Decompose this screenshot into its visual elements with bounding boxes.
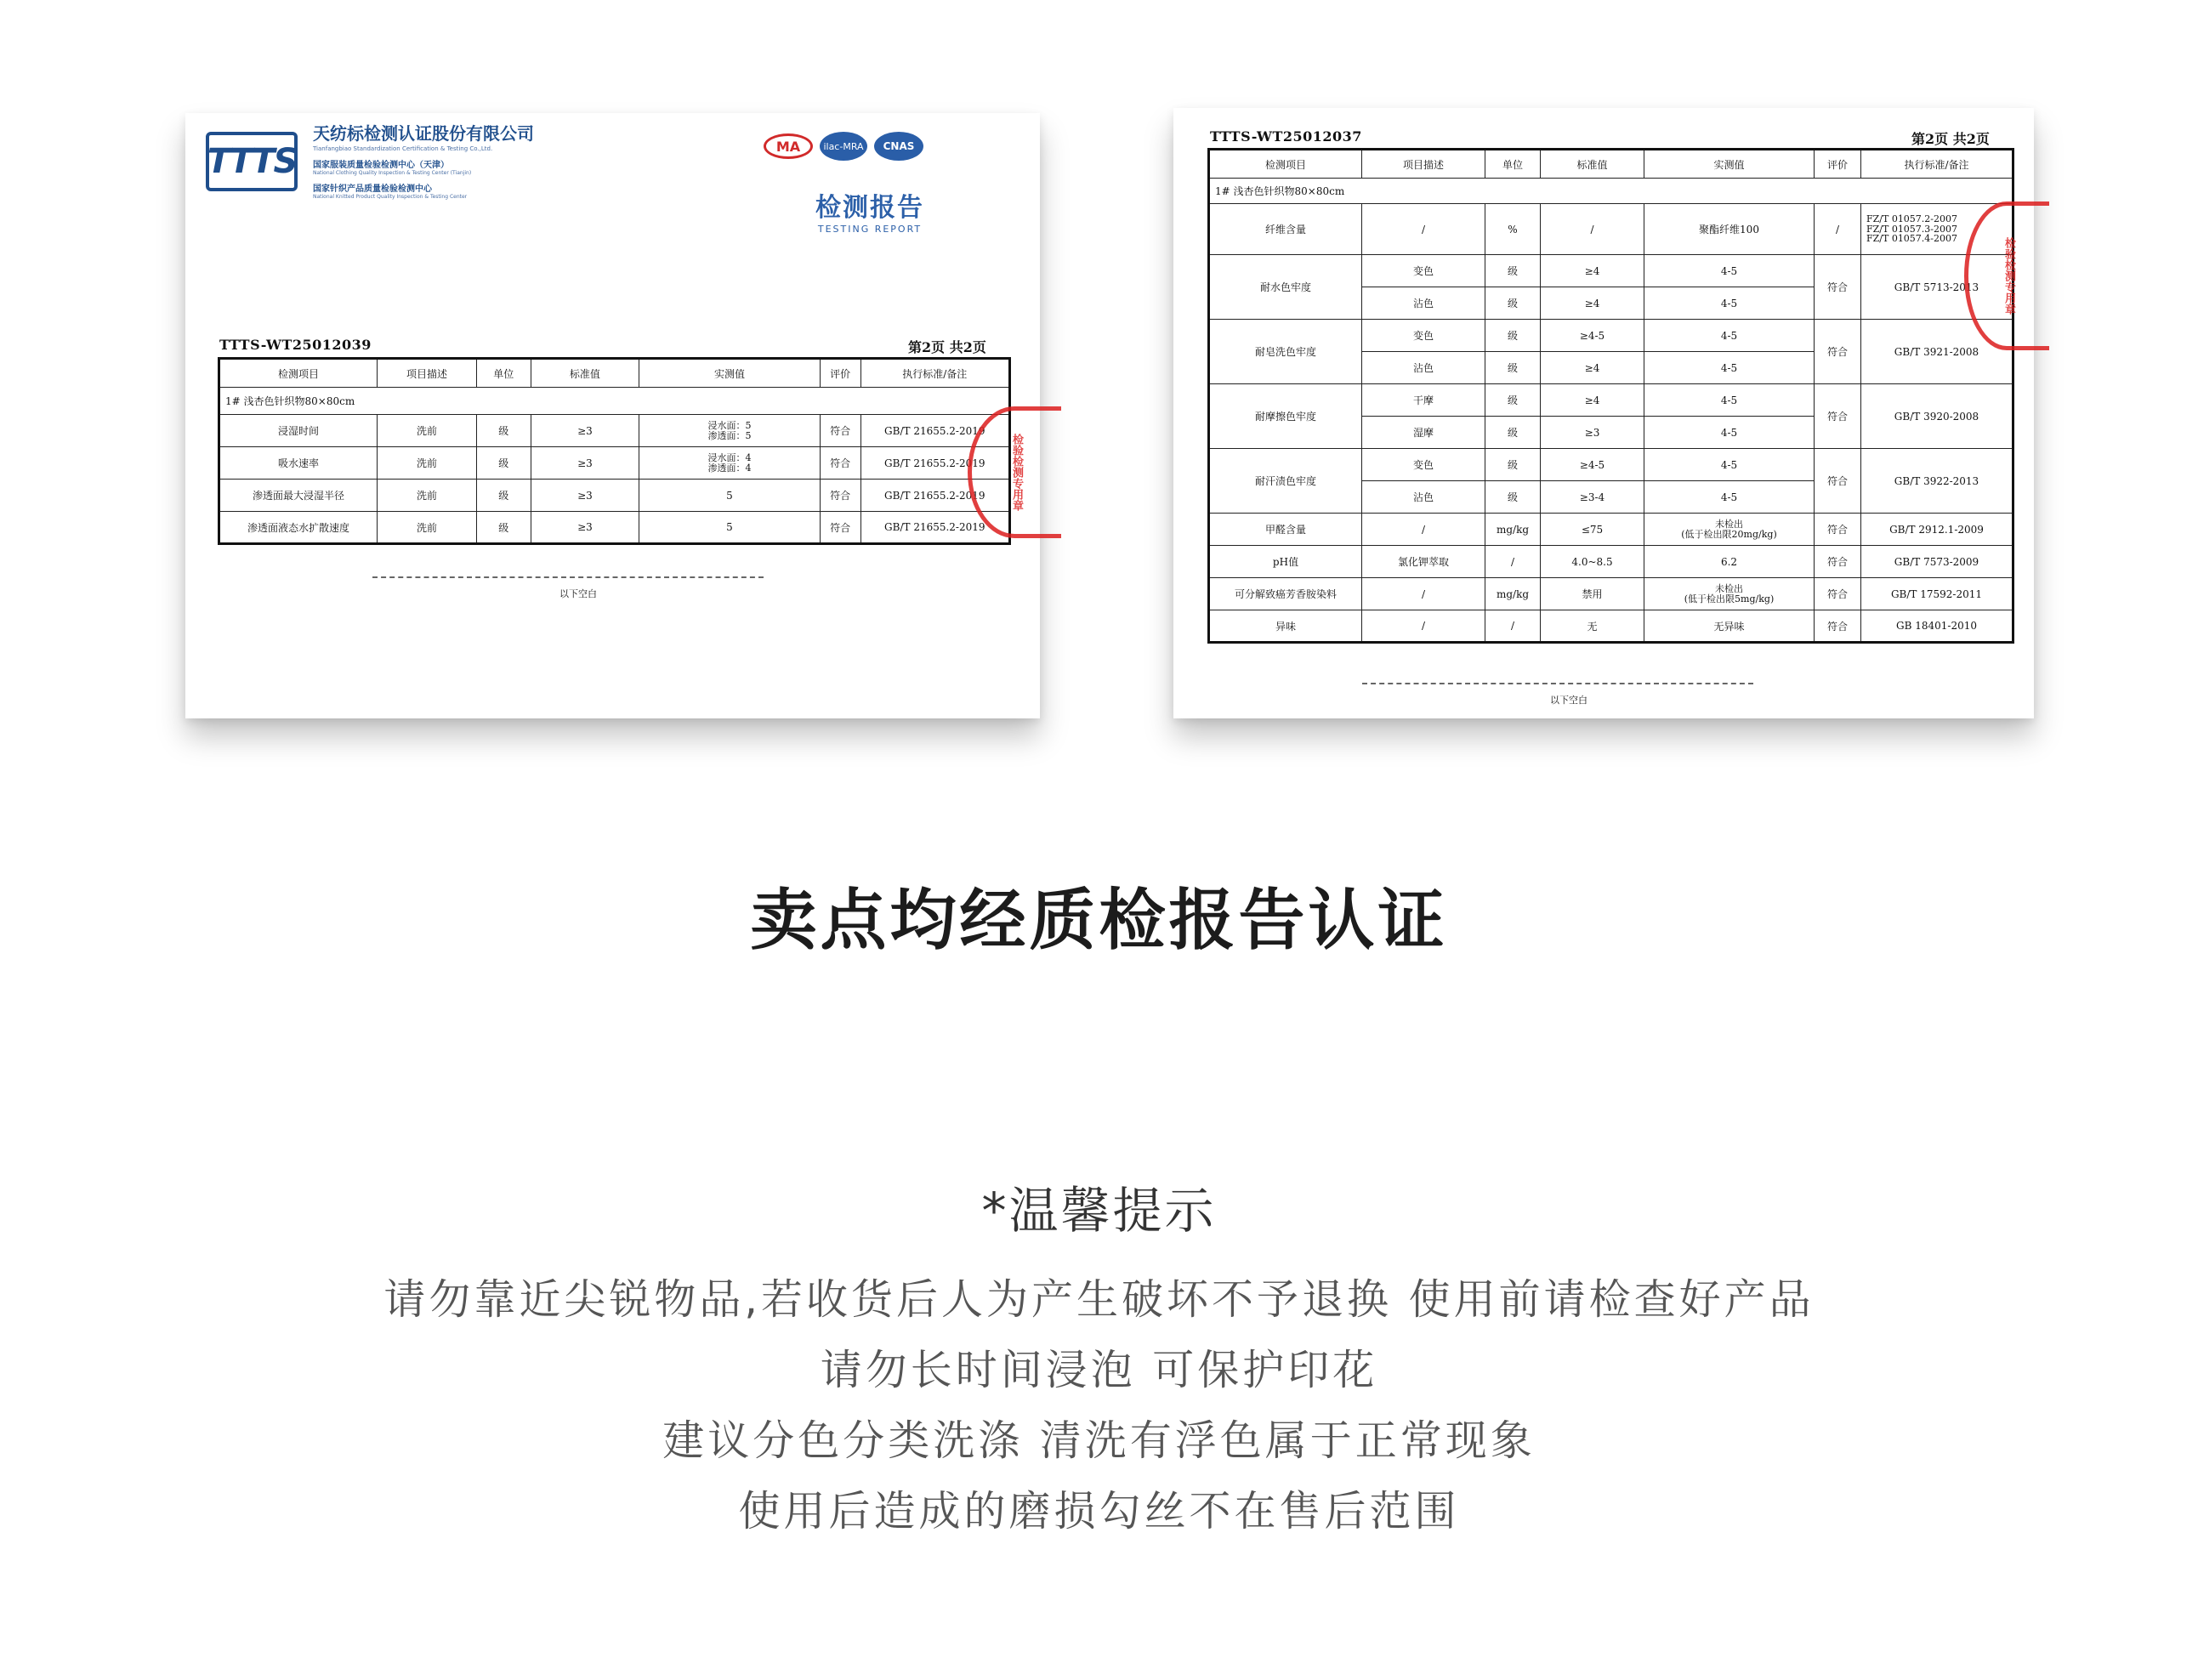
table-cell: 5 [639,512,821,544]
tip-line: 请勿靠近尖锐物品,若收货后人为产生破坏不予退换 使用前请检查好产品 [383,1275,1815,1324]
table-cell: 符合 [1815,546,1861,578]
table-cell: ≥3 [531,415,639,447]
table-cell: 4-5 [1644,449,1815,481]
column-header: 执行标准/备注 [860,359,1009,388]
column-header: 项目描述 [1362,150,1485,179]
table-cell: 沾色 [1362,287,1485,320]
column-header: 评价 [1815,150,1861,179]
table-cell: 纤维含量 [1209,204,1362,255]
table-row [1209,610,2013,643]
divider [1362,683,1753,684]
table-cell: mg/kg [1485,514,1541,546]
table-cell: GB/T 3921-2008 [1861,320,2013,384]
column-header: 实测值 [639,359,821,388]
table-cell: 符合 [820,512,860,544]
table-cell: 耐汗渍色牢度 [1209,449,1362,514]
table-cell: ≥4 [1541,287,1644,320]
table-cell: 干摩 [1362,384,1485,417]
table-cell: 符合 [820,480,860,512]
table-cell: 未检出 (低于检出限20mg/kg) [1644,514,1815,546]
table-cell: GB/T 3922-2013 [1861,449,2013,514]
table-cell: 符合 [1815,610,1861,643]
table-cell: mg/kg [1485,578,1541,610]
right-report-table [1207,148,2014,644]
table-cell: 4-5 [1644,255,1815,287]
column-header: 实测值 [1644,150,1815,179]
table-cell: 级 [476,512,531,544]
table-cell: 级 [1485,320,1541,352]
table-cell: 甲醛含量 [1209,514,1362,546]
table-cell: ≥3 [531,447,639,480]
tip-line: 建议分色分类洗涤 清洗有浮色属于正常现象 [662,1416,1536,1465]
table-cell: GB/T 5713-2013 [1861,255,2013,320]
table-cell: 无 [1541,610,1644,643]
table-cell: 异味 [1209,610,1362,643]
tips-title: *温馨提示 [981,1182,1217,1240]
table-cell: % [1485,204,1541,255]
table-cell: 符合 [1815,255,1861,320]
page-number: 第2页 共2页 [1911,131,1990,147]
table-cell: / [1362,204,1485,255]
blank-note: 以下空白 [1550,695,1587,706]
blank-note: 以下空白 [559,588,597,599]
table-cell: 耐皂洗色牢度 [1209,320,1362,384]
tip-line: 请勿长时间浸泡 可保护印花 [820,1346,1378,1394]
left-test-report-image [185,113,1040,718]
table-cell: GB/T 2912.1-2009 [1861,514,2013,546]
table-header-row [1209,150,2013,179]
table-cell: 4.0~8.5 [1541,546,1644,578]
table-cell: ≥4-5 [1541,449,1644,481]
table-row [1209,514,2013,546]
table-row [1209,179,2013,204]
table-cell: 洗前 [378,415,477,447]
table-cell: 级 [1485,352,1541,384]
table-cell: 沾色 [1362,481,1485,514]
table-cell: 符合 [1815,514,1861,546]
table-cell: 浸水面：5 渗透面：5 [639,415,821,447]
table-cell: 符合 [1815,449,1861,514]
table-cell: 4-5 [1644,287,1815,320]
column-header: 检测项目 [1209,150,1362,179]
page-heading: 卖点均经质检报告认证 [750,883,1448,959]
table-cell: 聚酯纤维100 [1644,204,1815,255]
table-cell: ≥4 [1541,384,1644,417]
table-cell: 符合 [820,447,860,480]
cma-seal-icon: MA [764,133,813,159]
table-cell: 符合 [1815,384,1861,449]
table-cell: / [1362,514,1485,546]
table-cell: 级 [1485,255,1541,287]
table-cell: 无异味 [1644,610,1815,643]
left-report-table [218,357,1011,545]
table-row [219,388,1010,415]
company-info: 天纺标检测认证股份有限公司 Tianfangbiao Standardization Certification & Testing Co.,Ltd. 国家服装质量检验检测中心（天津） National Clothing Quality Inspection & Testing Center (Tianjin) 国家针织产品质量检验检测中心 National Knitted Product Quality Inspection & Testing Center [313,123,534,200]
table-cell: 湿摩 [1362,417,1485,449]
table-cell: / [1362,578,1485,610]
ilac-seal-icon: ilac-MRA [820,132,867,161]
table-cell: ≥3 [1541,417,1644,449]
table-cell: 可分解致癌芳香胺染料 [1209,578,1362,610]
table-cell: 吸水速率 [219,447,378,480]
table-cell: GB 18401-2010 [1861,610,2013,643]
sample-label: 1# 浅杏色针织物80×80cm [219,388,1010,415]
table-cell: 渗透面液态水扩散速度 [219,512,378,544]
table-row [1209,204,2013,255]
report-title: 检测报告 TESTING REPORT [815,193,924,235]
right-test-report-image [1173,108,2034,718]
column-header: 单位 [476,359,531,388]
table-row [1209,255,2013,287]
table-cell: GB/T 21655.2-2019 [860,447,1009,480]
table-cell: / [1485,546,1541,578]
table-cell: 耐水色牢度 [1209,255,1362,320]
table-cell: 4-5 [1644,320,1815,352]
table-cell: ≤75 [1541,514,1644,546]
table-row [219,447,1010,480]
column-header: 标准值 [1541,150,1644,179]
table-cell: / [1541,204,1644,255]
table-cell: 4-5 [1644,481,1815,514]
table-cell: 级 [1485,384,1541,417]
table-cell: 耐摩擦色牢度 [1209,384,1362,449]
ttts-logo-icon: TTTS [206,132,298,191]
table-cell: 沾色 [1362,352,1485,384]
tip-line: 使用后造成的磨损勾丝不在售后范围 [738,1487,1460,1535]
table-cell: GB/T 21655.2-2019 [860,415,1009,447]
certification-seals [764,132,923,161]
sample-label: 1# 浅杏色针织物80×80cm [1209,179,2013,204]
table-cell: ≥3-4 [1541,481,1644,514]
table-cell: ≥3 [531,512,639,544]
table-cell: GB/T 7573-2009 [1861,546,2013,578]
table-cell: 6.2 [1644,546,1815,578]
cnas-seal-icon: CNAS [874,132,923,161]
table-cell: 符合 [820,415,860,447]
column-header: 执行标准/备注 [1861,150,2013,179]
table-cell: 渗透面最大浸湿半径 [219,480,378,512]
table-cell: FZ/T 01057.2-2007 FZ/T 01057.3-2007 FZ/T 01057.4-2007 [1861,204,2013,255]
table-cell: 4-5 [1644,352,1815,384]
report-number: TTTS-WT25012037 [1210,128,1362,145]
table-cell: 级 [1485,449,1541,481]
table-row [219,512,1010,544]
table-row [1209,546,2013,578]
table-cell: 禁用 [1541,578,1644,610]
table-cell: / [1362,610,1485,643]
column-header: 标准值 [531,359,639,388]
table-row [1209,384,2013,417]
table-cell: GB/T 21655.2-2019 [860,512,1009,544]
table-cell: ≥4 [1541,255,1644,287]
table-cell: 变色 [1362,449,1485,481]
table-row [1209,320,2013,352]
table-cell: 级 [1485,417,1541,449]
inspection-stamp: 检验检测专用章 [1964,201,2049,350]
table-cell: GB/T 21655.2-2019 [860,480,1009,512]
table-cell: 符合 [1815,320,1861,384]
page-number: 第2页 共2页 [908,339,986,355]
table-cell: 级 [1485,481,1541,514]
table-cell: 级 [476,415,531,447]
table-cell: GB/T 3920-2008 [1861,384,2013,449]
table-cell: 氯化钾萃取 [1362,546,1485,578]
table-cell: GB/T 17592-2011 [1861,578,2013,610]
table-cell: / [1815,204,1861,255]
table-cell: 变色 [1362,255,1485,287]
table-cell: 浸湿时间 [219,415,378,447]
table-cell: 未检出 (低于检出限5mg/kg) [1644,578,1815,610]
table-cell: 符合 [1815,578,1861,610]
report-number: TTTS-WT25012039 [219,337,372,353]
table-cell: ≥4-5 [1541,320,1644,352]
table-cell: 级 [476,447,531,480]
table-cell: 4-5 [1644,384,1815,417]
table-header-row [219,359,1010,388]
table-cell: 变色 [1362,320,1485,352]
table-cell: 洗前 [378,512,477,544]
table-cell: 洗前 [378,447,477,480]
table-row [219,415,1010,447]
table-cell: 5 [639,480,821,512]
table-cell: 洗前 [378,480,477,512]
table-row [1209,578,2013,610]
column-header: 评价 [820,359,860,388]
table-row [219,480,1010,512]
column-header: 单位 [1485,150,1541,179]
table-cell: pH值 [1209,546,1362,578]
inspection-stamp: 检验检测专用章 [968,406,1061,538]
table-cell: / [1485,610,1541,643]
divider [372,576,764,578]
table-cell: ≥3 [531,480,639,512]
table-cell: ≥4 [1541,352,1644,384]
table-row [1209,449,2013,481]
table-cell: 级 [1485,287,1541,320]
table-cell: 4-5 [1644,417,1815,449]
column-header: 项目描述 [378,359,477,388]
column-header: 检测项目 [219,359,378,388]
table-cell: 浸水面：4 渗透面：4 [639,447,821,480]
table-cell: 级 [476,480,531,512]
